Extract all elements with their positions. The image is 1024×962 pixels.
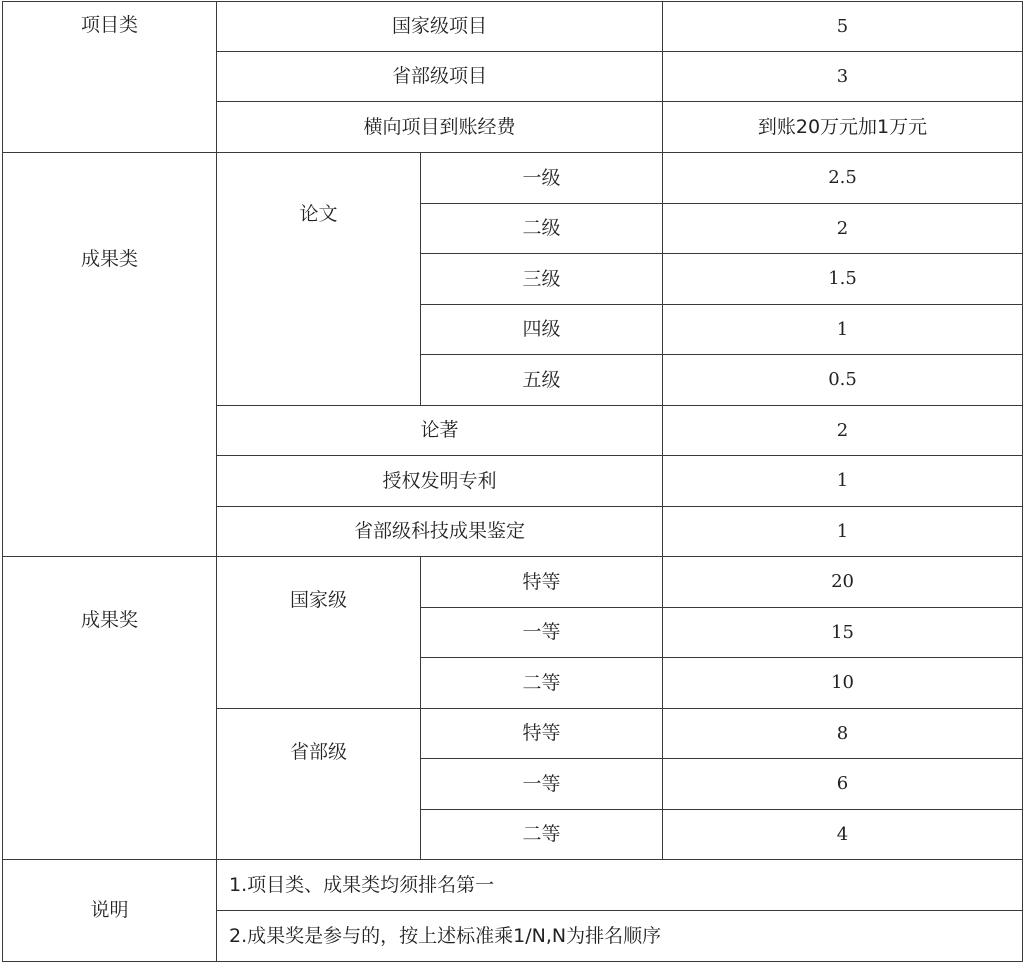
category-achievement: 成果类: [3, 153, 217, 557]
score-value: 3: [663, 52, 1023, 102]
table-row: [3, 557, 1023, 608]
item-name: 国家级项目: [217, 2, 663, 52]
item-name: 省部级科技成果鉴定: [217, 507, 663, 557]
table-row: [3, 2, 1023, 52]
award-level-provincial: 省部级: [217, 709, 421, 860]
award-grade: 特等: [421, 557, 663, 608]
score-value: 10: [663, 658, 1023, 709]
item-name: 省部级项目: [217, 52, 663, 102]
scoring-table: [2, 1, 1023, 962]
score-value: 15: [663, 608, 1023, 658]
award-grade: 特等: [421, 709, 663, 759]
score-value: 4: [663, 810, 1023, 860]
score-value: 20: [663, 557, 1023, 608]
paper-level: 一级: [421, 153, 663, 204]
category-award: 成果奖: [3, 557, 217, 860]
award-grade: 一等: [421, 759, 663, 810]
score-value: 1: [663, 456, 1023, 507]
paper-label: 论文: [217, 153, 421, 406]
award-level-national: 国家级: [217, 557, 421, 709]
score-value: 2: [663, 406, 1023, 456]
paper-level: 二级: [421, 204, 663, 254]
item-name: 授权发明专利: [217, 456, 663, 507]
paper-level: 五级: [421, 355, 663, 406]
score-value: 2: [663, 204, 1023, 254]
item-name: 论著: [217, 406, 663, 456]
score-value: 2.5: [663, 153, 1023, 204]
paper-level: 三级: [421, 254, 663, 305]
category-project: 项目类: [3, 2, 217, 153]
award-grade: 二等: [421, 810, 663, 860]
score-value: 0.5: [663, 355, 1023, 406]
award-grade: 二等: [421, 658, 663, 709]
table-row: [3, 860, 1023, 911]
paper-level: 四级: [421, 305, 663, 355]
item-name: 横向项目到账经费: [217, 102, 663, 153]
score-value: 1: [663, 305, 1023, 355]
score-value: 8: [663, 709, 1023, 759]
score-value: 6: [663, 759, 1023, 810]
category-notes: 说明: [3, 860, 217, 962]
note-line: 2.成果奖是参与的，按上述标准乘1/N,N为排名顺序: [217, 911, 1023, 962]
table-row: [3, 153, 1023, 204]
note-line: 1.项目类、成果类均须排名第一: [217, 860, 1023, 911]
score-value: 到账20万元加1万元: [663, 102, 1023, 153]
award-grade: 一等: [421, 608, 663, 658]
score-value: 5: [663, 2, 1023, 52]
score-value: 1: [663, 507, 1023, 557]
score-value: 1.5: [663, 254, 1023, 305]
